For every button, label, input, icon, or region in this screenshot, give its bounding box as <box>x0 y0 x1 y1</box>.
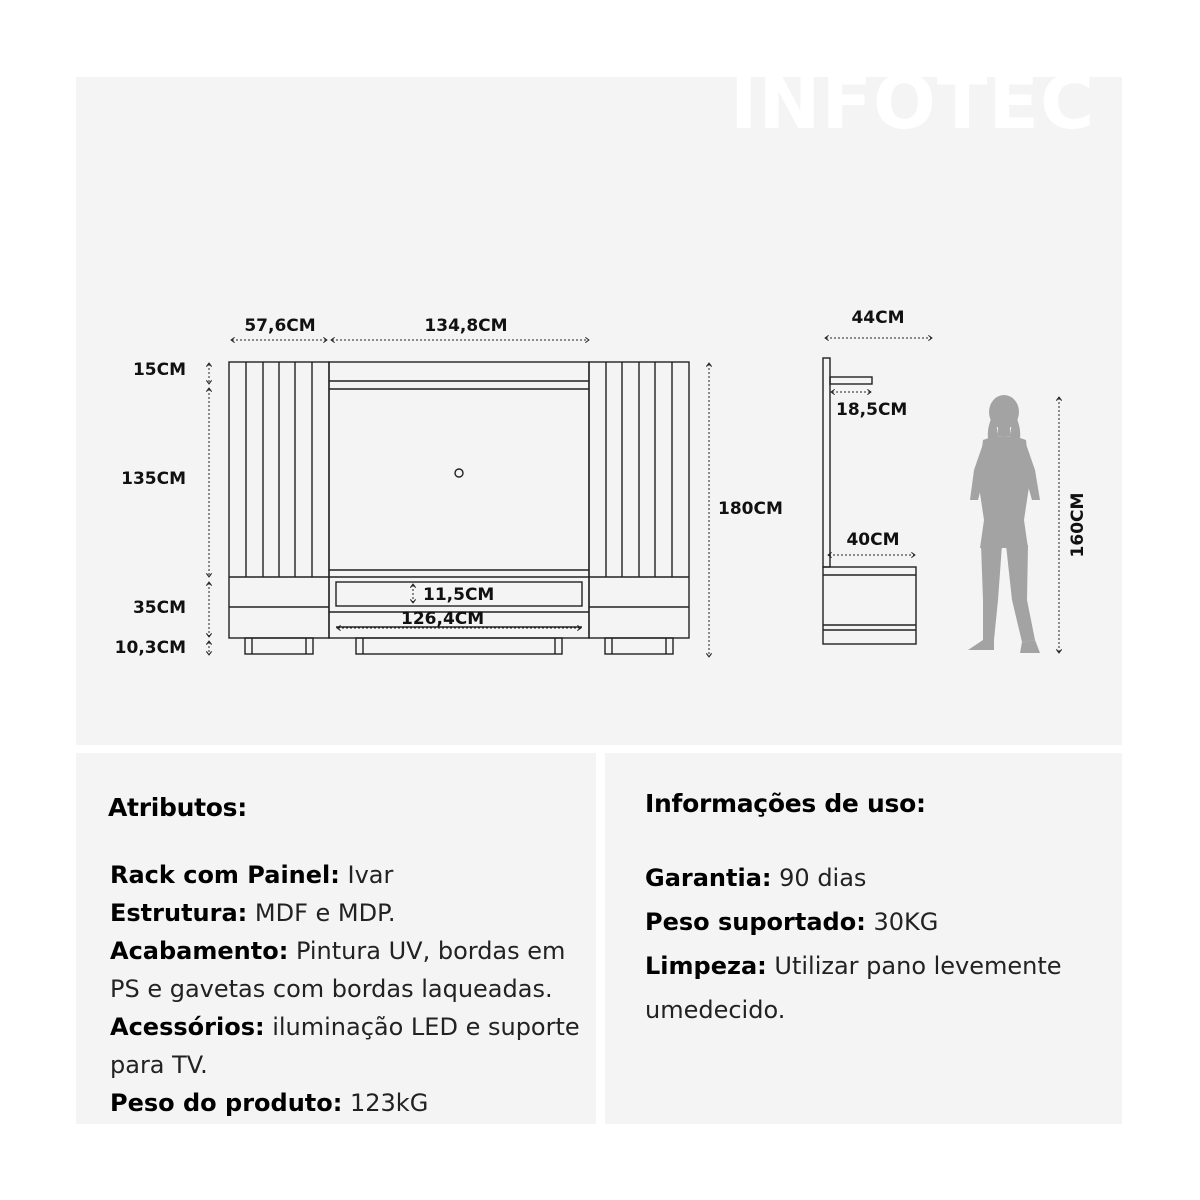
label-height-top: 15CM <box>132 360 186 380</box>
usage-list <box>645 856 1115 1032</box>
usage-row-supported-weight <box>645 900 1115 944</box>
label-total-height: 180CM <box>718 499 783 519</box>
attribute-row-model <box>110 856 600 894</box>
attribute-row-accessories <box>110 1008 600 1084</box>
usage-title: Informações de uso: <box>645 789 926 818</box>
usage-label: Garantia: <box>645 864 772 892</box>
attribute-label: Acessórios: <box>110 1013 265 1041</box>
label-niche-width: 126,4CM <box>401 609 485 629</box>
label-width-center: 134,8CM <box>424 316 508 336</box>
attribute-label: Rack com Painel: <box>110 861 340 889</box>
attribute-label: Estrutura: <box>110 899 248 927</box>
label-height-lower: 35CM <box>132 598 186 618</box>
attribute-row-weight <box>110 1084 600 1122</box>
label-person-height: 160CM <box>1068 492 1088 558</box>
label-side-depth: 44CM <box>851 308 905 328</box>
attribute-value: Pintura UV, bordas em PS e gavetas com bordas laqueadas. <box>110 937 566 1003</box>
usage-label: Peso suportado: <box>645 908 866 936</box>
brand-watermark: INFOTEC <box>730 60 1096 146</box>
label-base-depth: 40CM <box>846 530 900 550</box>
attributes-list <box>110 856 600 1122</box>
right-tower-slats <box>606 362 672 577</box>
side-shelf <box>830 377 872 384</box>
tv-mount-point <box>455 469 463 477</box>
attribute-row-structure <box>110 894 600 932</box>
left-tower-slats <box>246 362 312 577</box>
usage-value: 30KG <box>865 908 939 936</box>
attribute-label: Acabamento: <box>110 937 289 965</box>
usage-label: Limpeza: <box>645 952 767 980</box>
side-panel <box>823 358 830 567</box>
attribute-value: iluminação LED e suporte para TV. <box>110 1013 580 1079</box>
label-niche-height: 11,5CM <box>423 585 495 605</box>
label-height-feet: 10,3CM <box>114 638 186 658</box>
side-base <box>823 567 916 644</box>
attributes-panel <box>76 753 596 1124</box>
usage-panel <box>605 753 1122 1124</box>
foot-right <box>605 638 673 654</box>
label-width-left: 57,6CM <box>244 316 316 336</box>
attributes-title: Atributos: <box>108 793 247 822</box>
person-silhouette <box>968 395 1040 653</box>
foot-center <box>356 638 562 654</box>
attribute-row-finish <box>110 932 600 1008</box>
attribute-value: 123kG <box>342 1089 429 1117</box>
foot-left <box>245 638 313 654</box>
label-shelf-depth: 18,5CM <box>836 400 908 420</box>
usage-value: 90 dias <box>771 864 867 892</box>
label-height-mid: 135CM <box>121 469 186 489</box>
attribute-value: Ivar <box>339 861 394 889</box>
usage-row-cleaning <box>645 944 1115 1032</box>
usage-value: Utilizar pano levemente umedecido. <box>645 952 1062 1024</box>
attribute-value: MDF e MDP. <box>247 899 396 927</box>
attribute-label: Peso do produto: <box>110 1089 343 1117</box>
usage-row-warranty <box>645 856 1115 900</box>
